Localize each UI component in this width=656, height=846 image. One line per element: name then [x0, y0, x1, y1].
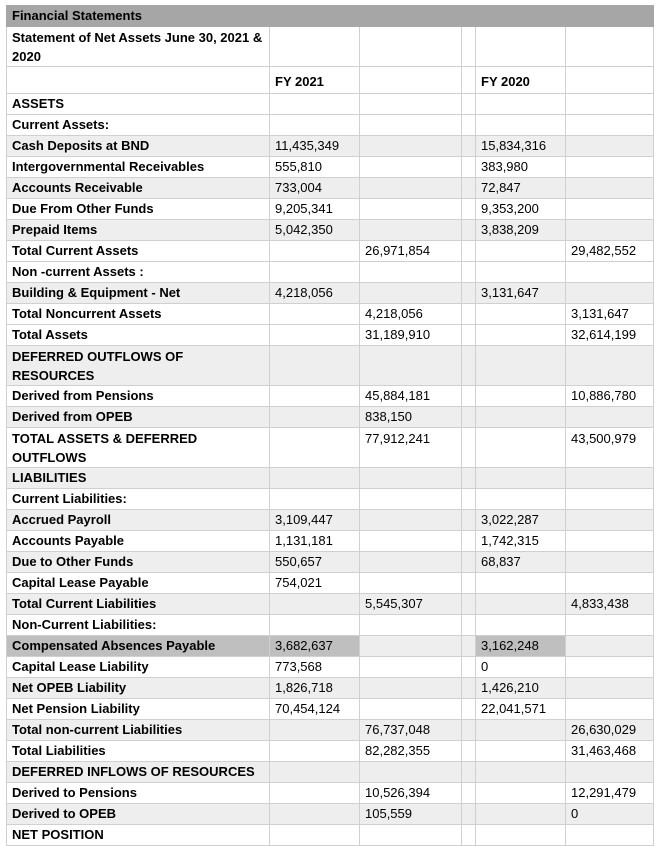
- row-label: Net Pension Liability: [7, 699, 270, 720]
- row-label: Current Liabilities:: [7, 489, 270, 510]
- row-label: Due to Other Funds: [7, 552, 270, 573]
- fy2021-total-value: 105,559: [360, 804, 462, 825]
- fy2020-total-value: [566, 636, 654, 657]
- row-label: NET POSITION: [7, 825, 270, 846]
- spacer-cell: [462, 283, 476, 304]
- row-label: Derived to OPEB: [7, 804, 270, 825]
- table-row: [7, 636, 654, 657]
- spacer-cell: [462, 304, 476, 325]
- fy2020-detail-value: [476, 489, 566, 510]
- row-label: Capital Lease Payable: [7, 573, 270, 594]
- spacer-cell: [462, 699, 476, 720]
- net-assets-table: [6, 5, 654, 846]
- table-row: [7, 325, 654, 346]
- fy2021-detail-value: 555,810: [270, 157, 360, 178]
- fy2020-detail-value: 3,022,287: [476, 510, 566, 531]
- fy2020-total-value: [566, 157, 654, 178]
- spacer-cell: [462, 241, 476, 262]
- spacer-cell: [462, 428, 476, 468]
- fy2021-detail-value: [270, 262, 360, 283]
- fy2021-detail-value: [270, 489, 360, 510]
- table-row: [7, 283, 654, 304]
- row-label: TOTAL ASSETS & DEFERRED OUTFLOWS: [7, 428, 270, 468]
- fy2020-detail-value: [476, 615, 566, 636]
- table-row: [7, 699, 654, 720]
- fy2020-detail-value: [476, 594, 566, 615]
- fiscal-year-header-row: [7, 67, 654, 94]
- fy2021-total-value: [360, 699, 462, 720]
- fy2020-total-value: [566, 510, 654, 531]
- spacer-cell: [462, 762, 476, 783]
- spacer-cell: [462, 178, 476, 199]
- fy2020-total-value: [566, 552, 654, 573]
- row-label: Building & Equipment - Net: [7, 283, 270, 304]
- fy2021-detail-value: [270, 783, 360, 804]
- fy2020-detail-value: 15,834,316: [476, 136, 566, 157]
- table-row: [7, 241, 654, 262]
- row-label: Total Assets: [7, 325, 270, 346]
- fy2021-detail-value: [270, 720, 360, 741]
- fy2020-header: FY 2020: [476, 67, 566, 94]
- table-row: [7, 531, 654, 552]
- fy2021-header: FY 2021: [270, 67, 360, 94]
- fy2020-total-value: 43,500,979: [566, 428, 654, 468]
- fy2021-detail-value: 733,004: [270, 178, 360, 199]
- fy2021-detail-value: [270, 468, 360, 489]
- fy2021-total-value: 45,884,181: [360, 386, 462, 407]
- spacer-cell: [462, 531, 476, 552]
- table-row: [7, 199, 654, 220]
- row-label: Derived from Pensions: [7, 386, 270, 407]
- fy2020-detail-value: 0: [476, 657, 566, 678]
- fy2021-detail-value: 4,218,056: [270, 283, 360, 304]
- fy2021-detail-value: [270, 762, 360, 783]
- spacer-cell: [462, 552, 476, 573]
- statement-subtitle: Statement of Net Assets June 30, 2021 & 2020: [7, 27, 270, 67]
- row-label: DEFERRED OUTFLOWS OF RESOURCES: [7, 346, 270, 386]
- fy2021-total-value: [360, 346, 462, 386]
- table-row: [7, 468, 654, 489]
- table-row: [7, 262, 654, 283]
- fy2021-total-value: [360, 220, 462, 241]
- table-row: [7, 346, 654, 386]
- fy2021-total-value: 26,971,854: [360, 241, 462, 262]
- row-label: Derived from OPEB: [7, 407, 270, 428]
- fy2021-total-value: 5,545,307: [360, 594, 462, 615]
- fy2020-total-value: [566, 825, 654, 846]
- fy2021-total-value: [360, 573, 462, 594]
- subtitle-row: [7, 27, 654, 67]
- fy2020-detail-value: 3,131,647: [476, 283, 566, 304]
- row-label: Prepaid Items: [7, 220, 270, 241]
- table-row: [7, 220, 654, 241]
- fy2021-total-value: [360, 94, 462, 115]
- fy2020-total-value: [566, 657, 654, 678]
- spacer-cell: [462, 510, 476, 531]
- fy2020-total-value: 26,630,029: [566, 720, 654, 741]
- fy2021-detail-value: 754,021: [270, 573, 360, 594]
- spacer-cell: [462, 741, 476, 762]
- fy2020-detail-value: [476, 325, 566, 346]
- spacer-cell: [462, 594, 476, 615]
- fy2020-detail-value: [476, 304, 566, 325]
- fy2021-detail-value: 3,109,447: [270, 510, 360, 531]
- table-row: [7, 573, 654, 594]
- fy2020-total-value: 0: [566, 804, 654, 825]
- fy2020-detail-value: 72,847: [476, 178, 566, 199]
- fy2020-total-value: 12,291,479: [566, 783, 654, 804]
- fy2021-detail-value: 5,042,350: [270, 220, 360, 241]
- fy2021-detail-value: 9,205,341: [270, 199, 360, 220]
- spacer-cell: [462, 115, 476, 136]
- fy2021-total-value: [360, 468, 462, 489]
- table-row: [7, 762, 654, 783]
- fy2021-detail-value: [270, 115, 360, 136]
- fy2021-detail-value: 11,435,349: [270, 136, 360, 157]
- fy2021-detail-value: [270, 304, 360, 325]
- fy2021-detail-value: [270, 94, 360, 115]
- table-row: [7, 657, 654, 678]
- fy2020-detail-value: [476, 386, 566, 407]
- fy2020-detail-value: 1,742,315: [476, 531, 566, 552]
- fy2021-detail-value: 1,826,718: [270, 678, 360, 699]
- fy2020-total-value: [566, 407, 654, 428]
- fy2020-total-value: [566, 489, 654, 510]
- row-label: Current Assets:: [7, 115, 270, 136]
- fy2021-detail-value: 773,568: [270, 657, 360, 678]
- fy2021-detail-value: [270, 325, 360, 346]
- fy2020-detail-value: [476, 825, 566, 846]
- spacer-cell: [462, 468, 476, 489]
- fy2020-detail-value: [476, 262, 566, 283]
- fy2021-total-value: 77,912,241: [360, 428, 462, 468]
- fy2020-total-value: 10,886,780: [566, 386, 654, 407]
- fy2021-total-value: [360, 283, 462, 304]
- fy2020-detail-value: [476, 573, 566, 594]
- fy2020-total-value: 4,833,438: [566, 594, 654, 615]
- table-row: [7, 510, 654, 531]
- fy2020-detail-value: 3,162,248: [476, 636, 566, 657]
- fy2021-total-value: 4,218,056: [360, 304, 462, 325]
- fy2021-total-value: [360, 762, 462, 783]
- fy2021-detail-value: [270, 407, 360, 428]
- table-row: [7, 94, 654, 115]
- fy2020-detail-value: [476, 804, 566, 825]
- row-label: DEFERRED INFLOWS OF RESOURCES: [7, 762, 270, 783]
- spacer-cell: [462, 615, 476, 636]
- fy2020-detail-value: [476, 241, 566, 262]
- fy2020-total-value: [566, 262, 654, 283]
- fy2020-detail-value: [476, 94, 566, 115]
- row-label: Compensated Absences Payable: [7, 636, 270, 657]
- table-row: [7, 178, 654, 199]
- spacer-cell: [462, 262, 476, 283]
- fy2021-total-value: [360, 636, 462, 657]
- spacer-cell: [462, 407, 476, 428]
- row-label: Capital Lease Liability: [7, 657, 270, 678]
- fy2020-total-value: [566, 468, 654, 489]
- fy2020-total-value: [566, 615, 654, 636]
- spacer-cell: [462, 636, 476, 657]
- row-label: Non -current Assets :: [7, 262, 270, 283]
- row-label: LIABILITIES: [7, 468, 270, 489]
- row-label: Total Liabilities: [7, 741, 270, 762]
- row-label: Total Noncurrent Assets: [7, 304, 270, 325]
- fy2020-total-value: [566, 699, 654, 720]
- fy2020-detail-value: [476, 346, 566, 386]
- fy2021-detail-value: 550,657: [270, 552, 360, 573]
- row-label: Net OPEB Liability: [7, 678, 270, 699]
- fy2021-detail-value: 1,131,181: [270, 531, 360, 552]
- fy2020-detail-value: [476, 762, 566, 783]
- spacer-cell: [462, 783, 476, 804]
- fy2020-detail-value: 9,353,200: [476, 199, 566, 220]
- fy2021-detail-value: [270, 428, 360, 468]
- fy2021-total-value: [360, 552, 462, 573]
- fy2021-total-value: 838,150: [360, 407, 462, 428]
- spacer-cell: [462, 804, 476, 825]
- fy2020-detail-value: [476, 468, 566, 489]
- row-label: Accounts Receivable: [7, 178, 270, 199]
- fy2021-total-value: [360, 615, 462, 636]
- fy2021-detail-value: 70,454,124: [270, 699, 360, 720]
- fy2021-detail-value: [270, 615, 360, 636]
- spacer-cell: [462, 489, 476, 510]
- fy2021-total-value: [360, 199, 462, 220]
- spacer-cell: [462, 825, 476, 846]
- fy2020-total-value: [566, 346, 654, 386]
- table-row: [7, 594, 654, 615]
- fy2021-total-value: [360, 157, 462, 178]
- spacer-cell: [462, 573, 476, 594]
- spacer-cell: [462, 199, 476, 220]
- row-label: Accounts Payable: [7, 531, 270, 552]
- fy2020-total-value: [566, 220, 654, 241]
- fy2021-total-value: [360, 115, 462, 136]
- spacer-cell: [462, 220, 476, 241]
- fy2021-total-value: [360, 489, 462, 510]
- table-row: [7, 825, 654, 846]
- table-row: [7, 720, 654, 741]
- fy2020-total-value: 3,131,647: [566, 304, 654, 325]
- fy2020-detail-value: [476, 720, 566, 741]
- table-title: Financial Statements: [7, 6, 654, 27]
- fy2020-total-value: [566, 199, 654, 220]
- row-label: ASSETS: [7, 94, 270, 115]
- table-row: [7, 741, 654, 762]
- fy2020-total-value: [566, 531, 654, 552]
- fy2020-total-value: [566, 136, 654, 157]
- fy2020-total-value: [566, 573, 654, 594]
- fy2021-total-value: [360, 678, 462, 699]
- fy2020-detail-value: 68,837: [476, 552, 566, 573]
- fy2021-total-value: [360, 510, 462, 531]
- table-row: [7, 115, 654, 136]
- fy2021-total-value: [360, 136, 462, 157]
- fy2021-total-value: 10,526,394: [360, 783, 462, 804]
- fy2020-total-value: 29,482,552: [566, 241, 654, 262]
- spacer-cell: [462, 136, 476, 157]
- fy2020-detail-value: [476, 783, 566, 804]
- fy2020-total-value: [566, 283, 654, 304]
- fy2021-total-value: 31,189,910: [360, 325, 462, 346]
- fy2021-detail-value: [270, 346, 360, 386]
- fy2021-total-value: [360, 657, 462, 678]
- fy2021-total-value: [360, 262, 462, 283]
- spacer-cell: [462, 157, 476, 178]
- table-row: [7, 678, 654, 699]
- table-row: [7, 489, 654, 510]
- spacer-cell: [462, 678, 476, 699]
- spacer-cell: [462, 657, 476, 678]
- fy2020-detail-value: [476, 407, 566, 428]
- table-row: [7, 615, 654, 636]
- fy2020-total-value: [566, 678, 654, 699]
- row-label: Non-Current Liabilities:: [7, 615, 270, 636]
- fy2021-detail-value: [270, 804, 360, 825]
- table-row: [7, 407, 654, 428]
- spacer-cell: [462, 346, 476, 386]
- spacer-cell: [462, 325, 476, 346]
- fy2020-detail-value: 3,838,209: [476, 220, 566, 241]
- row-label: Cash Deposits at BND: [7, 136, 270, 157]
- table-row: [7, 386, 654, 407]
- row-label: Total Current Liabilities: [7, 594, 270, 615]
- fy2021-detail-value: [270, 741, 360, 762]
- table-row: [7, 136, 654, 157]
- row-label: Due From Other Funds: [7, 199, 270, 220]
- fy2020-detail-value: 22,041,571: [476, 699, 566, 720]
- fy2021-detail-value: [270, 386, 360, 407]
- table-row: [7, 304, 654, 325]
- row-label: Total non-current Liabilities: [7, 720, 270, 741]
- table-row: [7, 804, 654, 825]
- fy2020-detail-value: 383,980: [476, 157, 566, 178]
- fy2020-detail-value: [476, 428, 566, 468]
- table-row: [7, 783, 654, 804]
- fy2020-total-value: 31,463,468: [566, 741, 654, 762]
- fy2020-detail-value: [476, 741, 566, 762]
- row-label: Total Current Assets: [7, 241, 270, 262]
- row-label: Derived to Pensions: [7, 783, 270, 804]
- fy2020-total-value: [566, 94, 654, 115]
- fy2021-total-value: 76,737,048: [360, 720, 462, 741]
- fy2021-total-value: [360, 531, 462, 552]
- fy2020-detail-value: 1,426,210: [476, 678, 566, 699]
- fy2021-total-value: [360, 825, 462, 846]
- spacer-cell: [462, 94, 476, 115]
- fy2020-total-value: 32,614,199: [566, 325, 654, 346]
- row-label: Accrued Payroll: [7, 510, 270, 531]
- fy2021-total-value: 82,282,355: [360, 741, 462, 762]
- table-title-row: [7, 6, 654, 27]
- table-row: [7, 552, 654, 573]
- fy2021-detail-value: [270, 241, 360, 262]
- table-row: [7, 157, 654, 178]
- fy2021-detail-value: 3,682,637: [270, 636, 360, 657]
- fy2021-total-value: [360, 178, 462, 199]
- row-label: Intergovernmental Receivables: [7, 157, 270, 178]
- fy2021-detail-value: [270, 825, 360, 846]
- fy2020-total-value: [566, 762, 654, 783]
- spacer-cell: [462, 386, 476, 407]
- fy2020-total-value: [566, 115, 654, 136]
- spacer-cell: [462, 720, 476, 741]
- fy2021-detail-value: [270, 594, 360, 615]
- table-row: [7, 428, 654, 468]
- fy2020-total-value: [566, 178, 654, 199]
- fy2020-detail-value: [476, 115, 566, 136]
